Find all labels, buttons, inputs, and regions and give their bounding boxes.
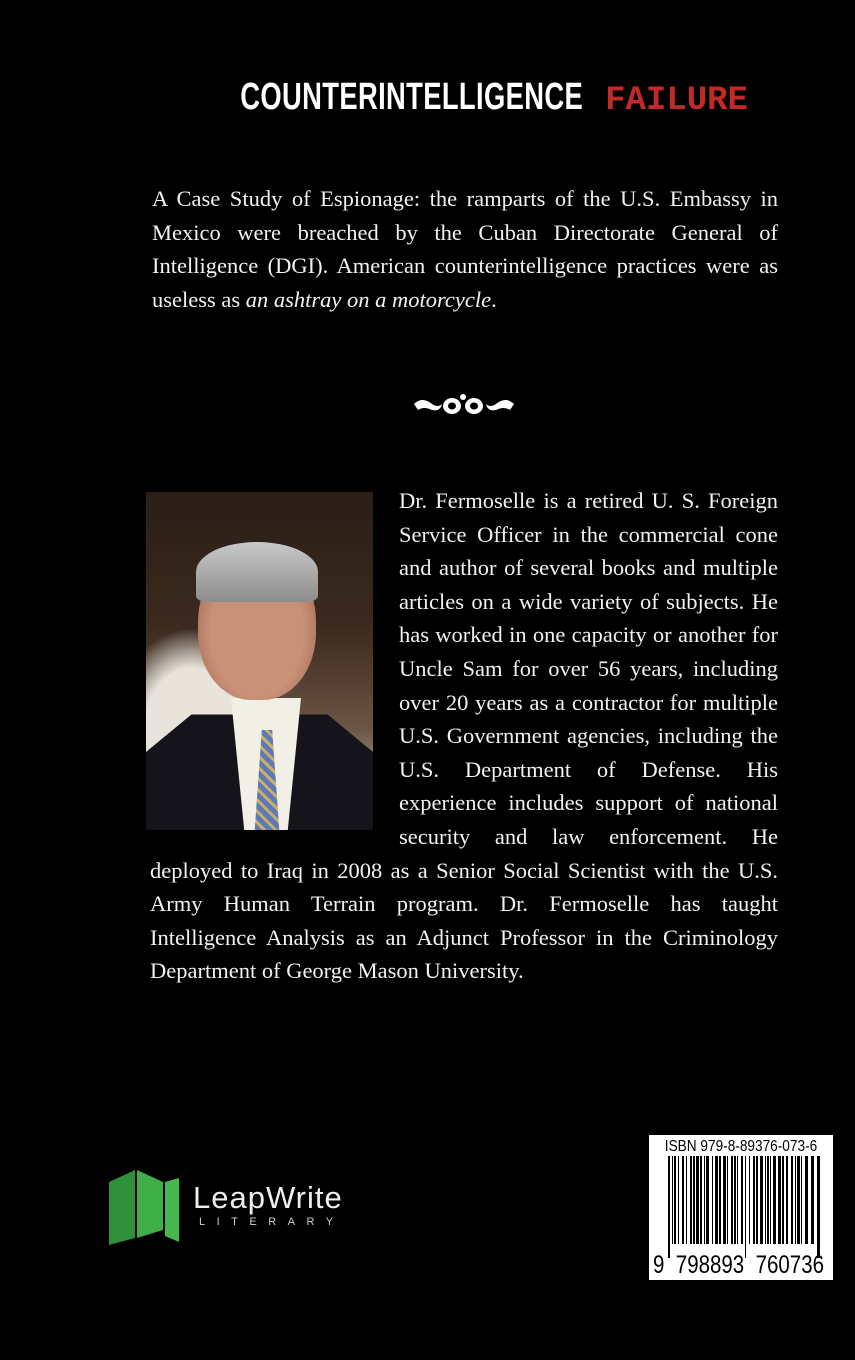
intro-paragraph — [152, 182, 778, 316]
isbn-label: ISBN 979-8-89376-073-6 — [664, 1138, 818, 1155]
intro-end: . — [491, 286, 497, 312]
isbn-barcode — [649, 1135, 833, 1280]
publisher-logo — [107, 1170, 387, 1245]
publisher-name: LeapWrite — [193, 1180, 343, 1215]
author-photo — [146, 492, 373, 830]
cover-title — [0, 76, 855, 120]
intro-text: A Case Study of Espionage: the ramparts of the U.S. Embassy in Mexico were breached by the Cuban Directorate General of Intelligence (DGI). American counterintelligence practices were as useless as — [152, 186, 778, 312]
author-bio — [150, 484, 778, 988]
title-counterintelligence: COUNTERINTELLIGENCE — [240, 76, 584, 118]
book-logo-icon — [107, 1170, 181, 1245]
bio-text: Dr. Fermoselle is a retired U. S. Foreign Service Officer in the commercial cone and author of several books and multiple articles on a wide variety of subjects. He has worked in one capacity or another for Uncle Sam for over 56 years, including over 20 years as a contractor for multiple U.S. Government agencies, including the U.S. Department of Defense. His experience includes support of national security and law enforcement. He deployed to Iraq in 2008 as a Senior Social Scientist with the U.S. Army Human Terrain program. Dr. Fermoselle has taught Intelligence Analysis as an Adjunct Professor in the Criminology Department of George Mason University. — [150, 488, 778, 984]
barcode-bars — [668, 1156, 822, 1258]
fleuron-ornament-icon — [412, 392, 516, 418]
title-failure: FAILURE — [605, 82, 748, 120]
intro-italic: an ashtray on a motorcycle — [245, 286, 492, 312]
barcode-digits: 9 798893 760736 — [653, 1251, 825, 1279]
publisher-sub: LITERARY — [199, 1216, 345, 1228]
